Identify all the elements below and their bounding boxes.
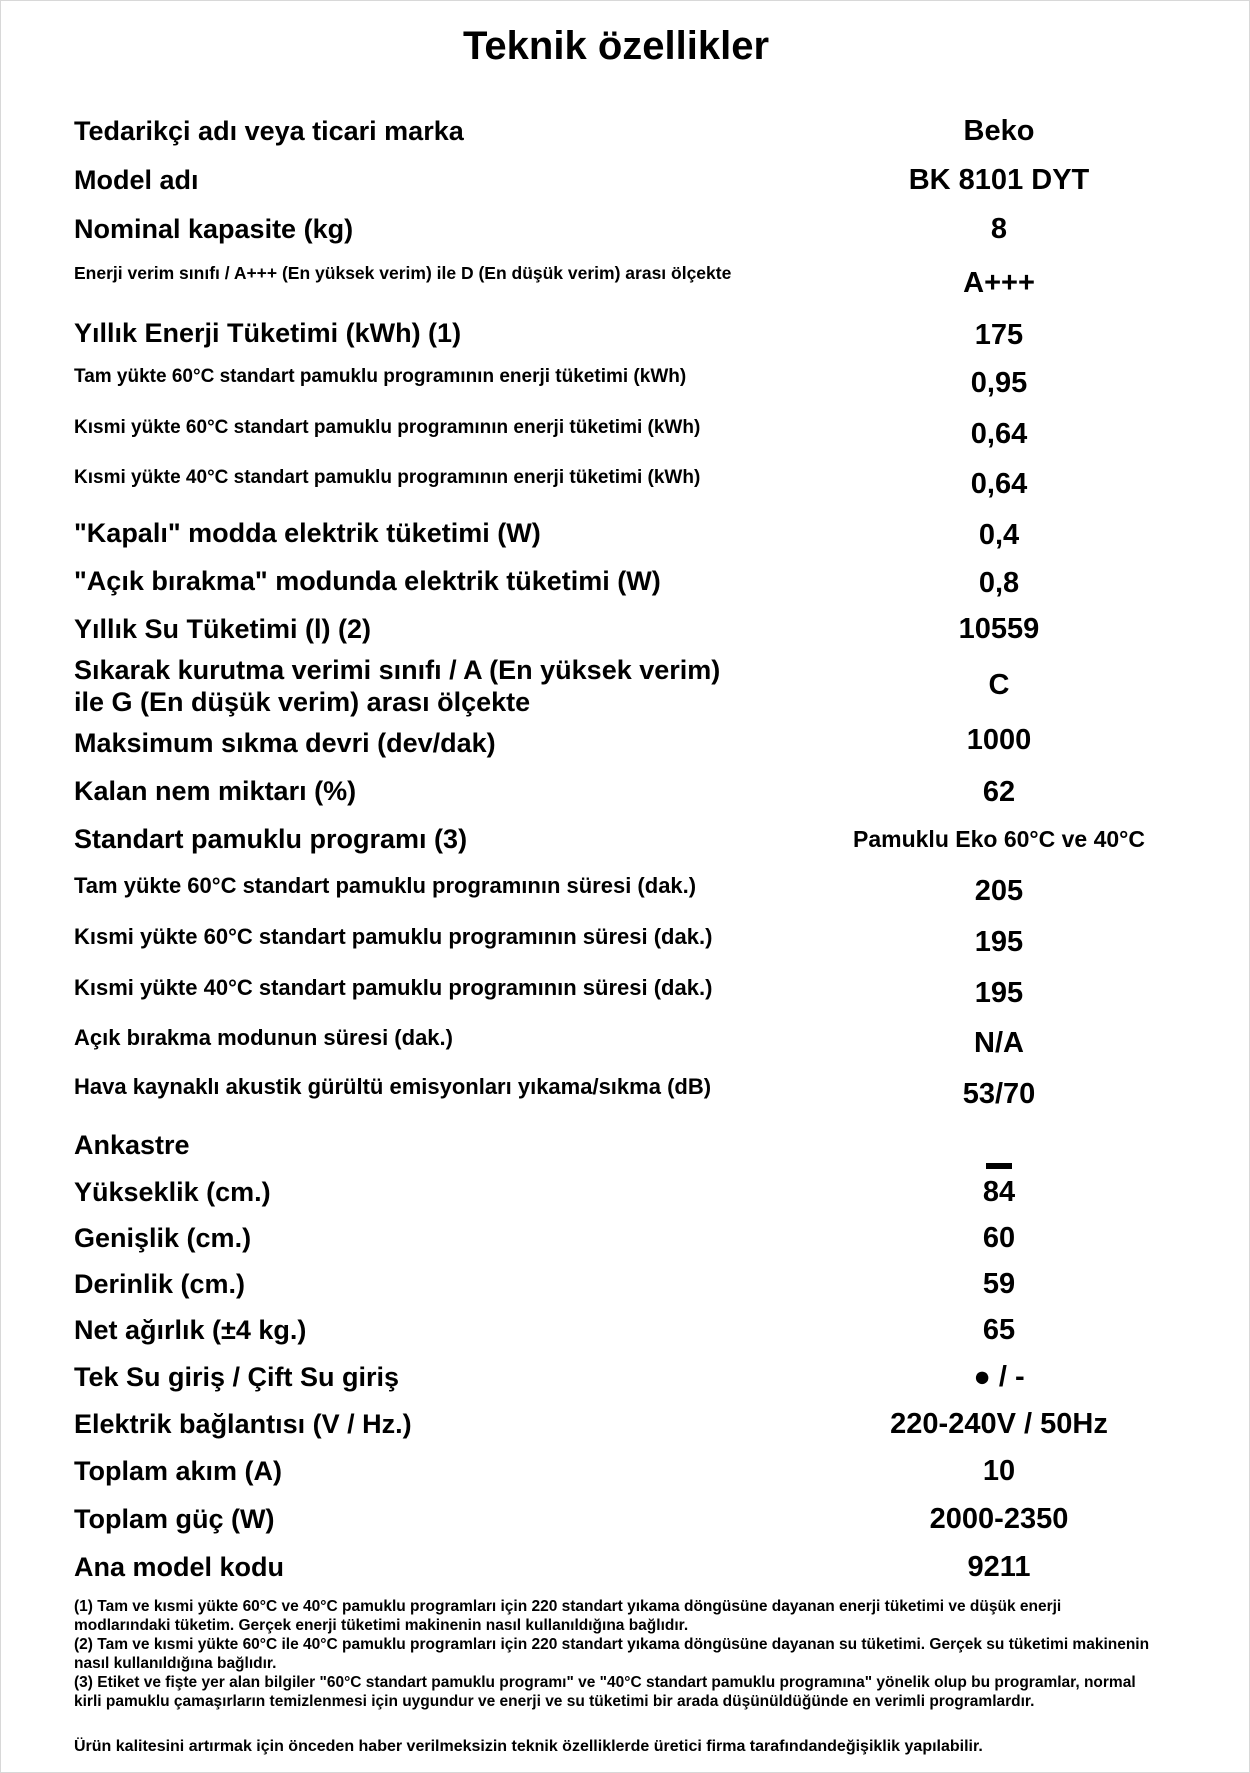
- spec-label: Kısmi yükte 40°C standart pamuklu programının enerji tüketimi (kWh): [74, 467, 701, 488]
- dash-mark: [986, 1163, 1012, 1169]
- spec-value: 195: [974, 977, 1024, 1009]
- spec-value: 84: [982, 1176, 1016, 1208]
- spec-label: Ana model kodu: [74, 1552, 285, 1582]
- spec-label: Hava kaynaklı akustik gürültü emisyonları yıkama/sıkma (dB): [74, 1074, 712, 1099]
- spec-label: Enerji verim sınıfı / A+++ (En yüksek verim) ile D (En düşük verim) arası ölçekte: [74, 263, 732, 283]
- spec-value: Pamuklu Eko 60°C ve 40°C: [853, 826, 1145, 852]
- spec-label: Yükseklik (cm.): [74, 1177, 271, 1207]
- spec-value: BK 8101 DYT: [908, 164, 1090, 196]
- spec-label: Kısmi yükte 60°C standart pamuklu programının süresi (dak.): [74, 924, 713, 949]
- spec-label: Ankastre: [74, 1130, 190, 1160]
- spec-label: Toplam güç (W): [74, 1504, 275, 1534]
- spec-value: 0,4: [978, 519, 1020, 551]
- spec-value: 220-240V / 50Hz: [890, 1408, 1108, 1440]
- spec-value: 2000-2350: [929, 1503, 1069, 1535]
- spec-label: "Açık bırakma" modunda elektrik tüketimi (W): [74, 566, 661, 596]
- spec-value: 62: [982, 776, 1016, 808]
- spec-label: Derinlik (cm.): [74, 1269, 246, 1299]
- spec-value: 205: [974, 875, 1024, 907]
- spec-value: 1000: [966, 724, 1032, 756]
- spec-value: 8: [990, 213, 1008, 245]
- spec-label: Tedarikçi adı veya ticari marka: [74, 116, 464, 146]
- spec-label: Tam yükte 60°C standart pamuklu programının süresi (dak.): [74, 873, 697, 898]
- spec-label: Genişlik (cm.): [74, 1223, 252, 1253]
- spec-label: Elektrik bağlantısı (V / Hz.): [74, 1409, 412, 1439]
- page-title: Teknik özellikler: [462, 24, 770, 68]
- spec-value: 0,95: [970, 367, 1028, 399]
- spec-label: Maksimum sıkma devri (dev/dak): [74, 728, 496, 758]
- spec-value: 60: [982, 1222, 1016, 1254]
- spec-value: ● / -: [973, 1361, 1025, 1393]
- spec-label: Tam yükte 60°C standart pamuklu programının enerji tüketimi (kWh): [74, 366, 687, 387]
- spec-value: 59: [982, 1268, 1016, 1300]
- footnote-2: (2) Tam ve kısmi yükte 60°C ile 40°C pamuklu programları için 220 standart yıkama döngüsüne dayanan su tüketimi. Gerçek su tüketimi makinenin nasıl kullanıldığına bağlıdır.: [74, 1636, 1150, 1672]
- spec-value: [821, 1163, 1177, 1171]
- spec-label: Toplam akım (A): [74, 1456, 283, 1486]
- spec-value: Beko: [963, 115, 1035, 147]
- spec-label: Yıllık Enerji Tüketimi (kWh) (1): [74, 318, 462, 348]
- spec-label: Model adı: [74, 165, 199, 195]
- spec-value: 175: [974, 319, 1024, 351]
- spec-value: 53/70: [962, 1078, 1036, 1110]
- spec-value: 0,64: [970, 468, 1028, 500]
- spec-label: Nominal kapasite (kg): [74, 214, 354, 244]
- spec-value: 9211: [967, 1551, 1031, 1583]
- spec-value: 0,64: [970, 418, 1028, 450]
- spec-value: C: [988, 669, 1010, 701]
- spec-value: 10559: [958, 613, 1040, 645]
- spec-label: "Kapalı" modda elektrik tüketimi (W): [74, 518, 541, 548]
- spec-label: Standart pamuklu programı (3): [74, 824, 468, 854]
- spec-label: Kalan nem miktarı (%): [74, 776, 357, 806]
- footnote-1: (1) Tam ve kısmi yükte 60°C ve 40°C pamuklu programları için 220 standart yıkama döngüsüne dayanan enerji tüketimi ve düşük enerji modlarındaki tüketim. Gerçek enerji tüketimi makinenin nasıl kullanıldığına bağlıdır.: [74, 1598, 1062, 1634]
- spec-value: A+++: [963, 267, 1035, 299]
- spec-label: Kısmi yükte 40°C standart pamuklu programının süresi (dak.): [74, 975, 713, 1000]
- spec-label: Kısmi yükte 60°C standart pamuklu programının enerji tüketimi (kWh): [74, 417, 701, 438]
- spec-label: Açık bırakma modunun süresi (dak.): [74, 1025, 453, 1050]
- footnote-3: (3) Etiket ve fişte yer alan bilgiler "60°C standart pamuklu programı" ve "40°C standart pamuklu programına" yönelik olup bu programlar, normal kirli pamuklu çamaşırların temizlenmesi için uygundur ve enerji ve su tüketimi bir arada düşünüldüğünde en verimli programlardır.: [74, 1674, 1136, 1710]
- spec-value: 0,8: [978, 567, 1020, 599]
- spec-value: 10: [982, 1455, 1016, 1487]
- spec-value: 195: [974, 926, 1024, 958]
- spec-label: Net ağırlık (±4 kg.): [74, 1315, 307, 1345]
- spec-label: Sıkarak kurutma verimi sınıfı / A (En yüksek verim) ile G (En düşük verim) arası ölçekte: [74, 655, 721, 717]
- spec-value: N/A: [974, 1027, 1024, 1059]
- spec-label: Yıllık Su Tüketimi (l) (2): [74, 614, 372, 644]
- footnotes: [74, 1597, 1154, 1711]
- disclaimer: Ürün kalitesini artırmak için önceden haber verilmeksizin teknik özelliklerde üretici firma tarafındandeğişiklik yapılabilir.: [74, 1738, 983, 1755]
- spec-label: Tek Su giriş / Çift Su giriş: [74, 1362, 400, 1392]
- spec-value: 65: [982, 1314, 1016, 1346]
